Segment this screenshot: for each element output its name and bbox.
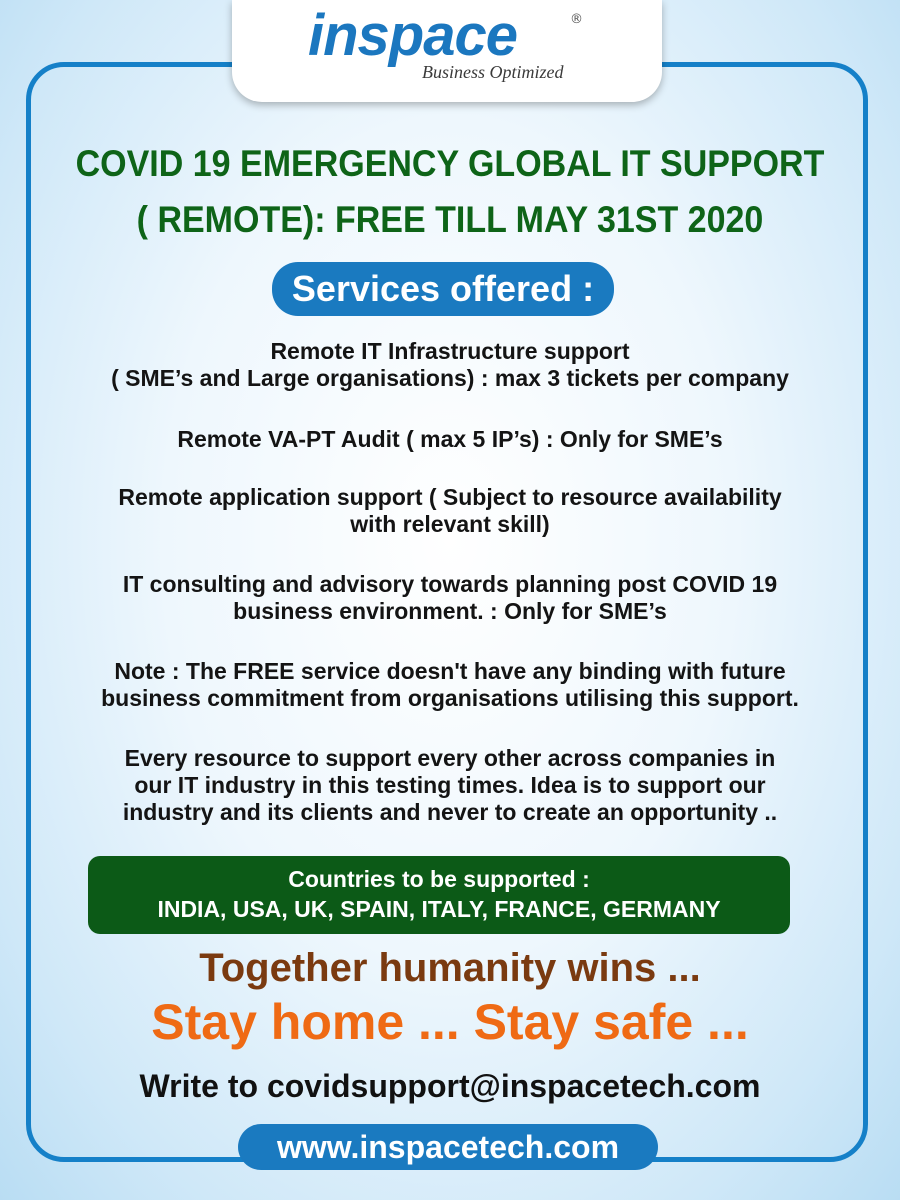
countries-label: Countries to be supported : xyxy=(288,866,590,892)
logo-tagline: Business Optimized xyxy=(422,62,564,82)
statement-line: industry and its clients and never to create an opportunity .. xyxy=(122,799,778,825)
service-item-line: ( SME’s and Large organisations) : max 3 tickets per company xyxy=(111,365,789,391)
service-item-application-support xyxy=(0,484,900,538)
countries-box xyxy=(88,856,790,934)
service-item-line: with relevant skill) xyxy=(350,511,550,537)
statement-line: Every resource to support every other across companies in xyxy=(124,745,776,771)
logo-panel xyxy=(232,0,662,102)
note-line: Note : The FREE service doesn't have any binding with future xyxy=(114,658,786,684)
headline-line-1: COVID 19 EMERGENCY GLOBAL IT SUPPORT xyxy=(75,143,825,185)
countries-list: INDIA, USA, UK, SPAIN, ITALY, FRANCE, GERMANY xyxy=(157,896,721,922)
service-item-line: business environment. : Only for SME’s xyxy=(233,598,667,624)
website-link[interactable]: www.inspacetech.com xyxy=(238,1124,658,1170)
stay-safe-slogan: Stay home ... Stay safe ... xyxy=(151,994,749,1050)
note-text xyxy=(0,658,900,712)
contact-email[interactable]: Write to covidsupport@inspacetech.com xyxy=(139,1068,761,1104)
services-heading: Services offered : xyxy=(272,262,614,316)
service-item-line: Remote IT Infrastructure support xyxy=(270,338,630,364)
note-line: business commitment from organisations utilising this support. xyxy=(101,685,799,711)
registered-mark: ® xyxy=(570,12,583,27)
statement-text xyxy=(0,745,900,826)
together-slogan: Together humanity wins ... xyxy=(199,946,701,990)
statement-line: our IT industry in this testing times. Idea is to support our xyxy=(134,772,766,798)
service-item-it-consulting xyxy=(0,571,900,625)
logo-wordmark: inspace xyxy=(308,3,517,68)
service-item-line: Remote application support ( Subject to resource availability xyxy=(118,484,782,510)
headline-line-2: ( REMOTE): FREE TILL MAY 31ST 2020 xyxy=(136,199,764,241)
service-item-line: IT consulting and advisory towards planning post COVID 19 xyxy=(122,571,778,597)
service-item-vapt-audit xyxy=(0,426,900,453)
service-item-infrastructure xyxy=(0,338,900,392)
headline xyxy=(0,136,900,248)
service-item-line: Remote VA-PT Audit ( max 5 IP’s) : Only for SME’s xyxy=(177,426,723,452)
